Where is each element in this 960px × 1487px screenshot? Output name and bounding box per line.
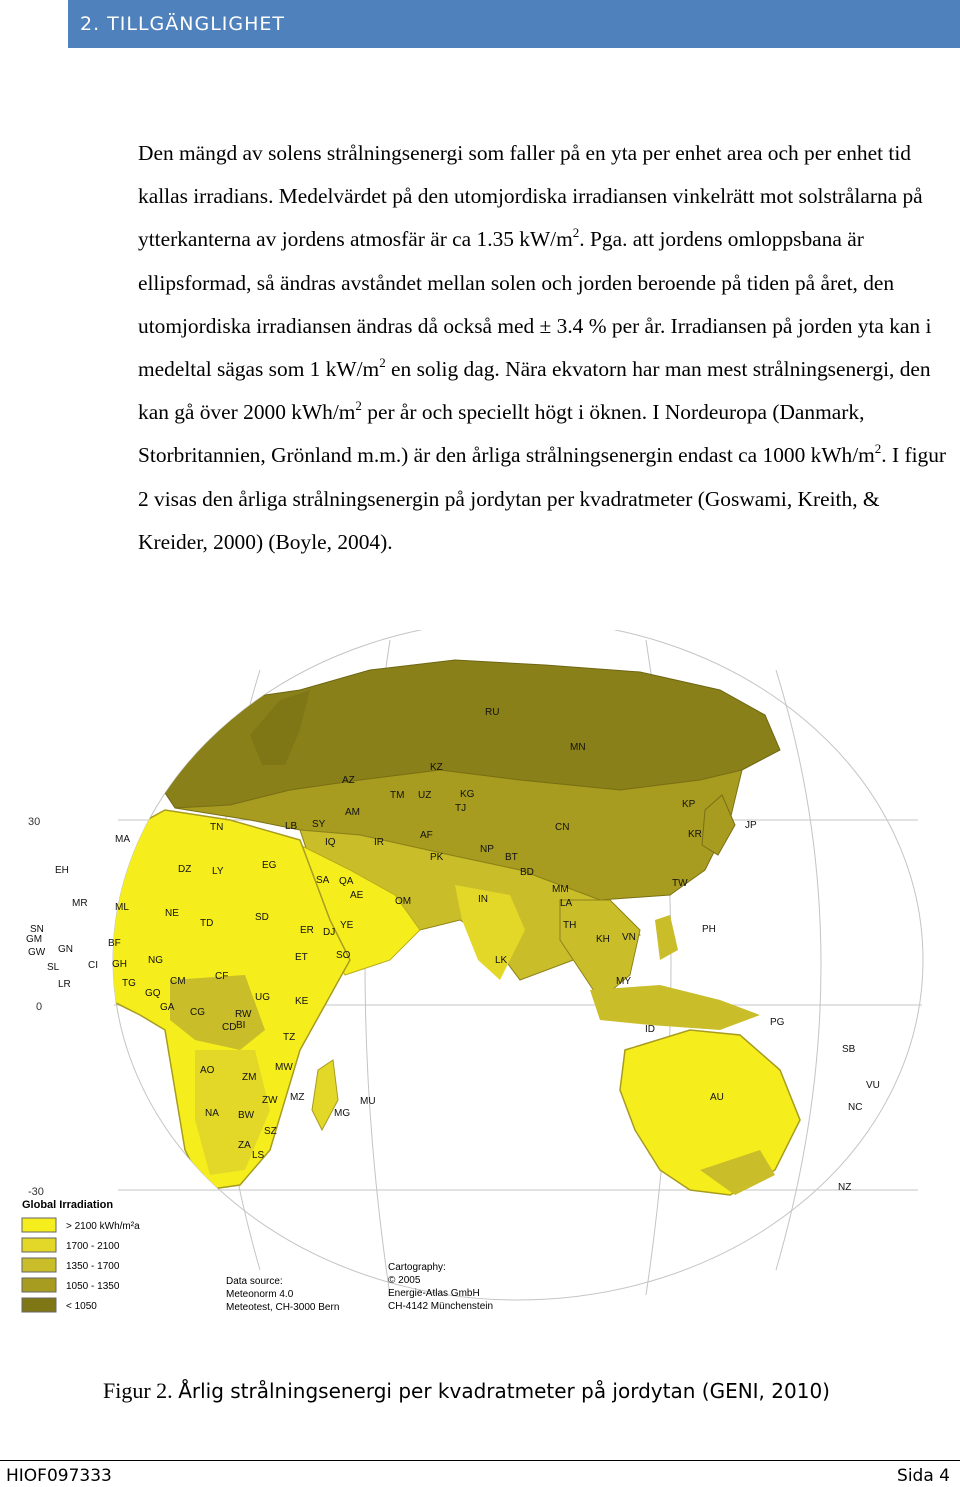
country-code-label: CF bbox=[215, 971, 229, 982]
country-code-label: RU bbox=[485, 707, 500, 718]
legend-items bbox=[22, 1218, 140, 1312]
body-paragraph bbox=[138, 132, 950, 564]
country-code-label: ZM bbox=[242, 1072, 257, 1083]
country-code-label: SD bbox=[255, 912, 269, 923]
country-code-label: LY bbox=[212, 866, 224, 877]
country-code-label: YE bbox=[340, 920, 354, 931]
country-code-label: SB bbox=[842, 1044, 856, 1055]
country-code-label: SN bbox=[30, 924, 44, 935]
footer-rule bbox=[0, 1460, 960, 1461]
country-code-label: VN bbox=[622, 932, 636, 943]
footer-course-code: HIOF097333 bbox=[6, 1466, 112, 1486]
map-legend bbox=[22, 1199, 140, 1312]
country-code-label: BF bbox=[108, 938, 121, 949]
caption-prefix: Figur 2. bbox=[103, 1378, 173, 1403]
country-code-label: DZ bbox=[178, 864, 192, 875]
country-code-label: MW bbox=[275, 1062, 293, 1073]
country-code-label: AZ bbox=[342, 775, 355, 786]
data-source-line1: Meteonorm 4.0 bbox=[226, 1289, 294, 1300]
legend-label: > 2100 kWh/m²a bbox=[66, 1221, 140, 1232]
country-code-label: CN bbox=[555, 822, 570, 833]
legend-label: 1050 - 1350 bbox=[66, 1281, 120, 1292]
cartography-title: Cartography: bbox=[388, 1262, 446, 1273]
footer-page-number: Sida 4 bbox=[897, 1466, 950, 1486]
country-code-label: TD bbox=[200, 918, 214, 929]
country-code-label: KE bbox=[295, 996, 309, 1007]
cartography bbox=[388, 1262, 493, 1312]
country-code-label: KG bbox=[460, 789, 475, 800]
country-code-label: SA bbox=[316, 875, 330, 886]
country-code-label: ID bbox=[645, 1024, 655, 1035]
country-code-label: AF bbox=[420, 830, 433, 841]
legend-label: 1700 - 2100 bbox=[66, 1241, 120, 1252]
body-text-1: Den mängd av solens strålningsenergi som faller på en yta per enhet area och per enhet tid kallas irradians. Medelvärdet på den utomjordiska irradiansen vinkelrätt mot solstrålarna på ytterkanterna av jordens atmosfär är ca 1.35 kW/m bbox=[138, 141, 923, 252]
country-code-label: UG bbox=[255, 992, 270, 1003]
legend-title: Global Irradiation bbox=[22, 1199, 114, 1211]
country-code-label: MZ bbox=[290, 1092, 305, 1103]
country-code-label: KR bbox=[688, 829, 702, 840]
section-title: 2. TILLGÄNGLIGHET bbox=[80, 13, 286, 35]
country-code-label: JP bbox=[745, 820, 757, 831]
legend-swatch bbox=[22, 1278, 56, 1292]
country-code-label: AE bbox=[350, 890, 364, 901]
country-code-label: LB bbox=[285, 821, 298, 832]
country-code-label: EH bbox=[55, 865, 69, 876]
country-code-label: PH bbox=[702, 924, 716, 935]
country-code-label: CI bbox=[88, 960, 98, 971]
indonesia bbox=[590, 985, 760, 1030]
country-code-label: MY bbox=[616, 976, 631, 987]
country-code-label: RW bbox=[235, 1009, 252, 1020]
country-code-label: SL bbox=[47, 962, 60, 973]
country-code-label: GA bbox=[160, 1002, 175, 1013]
country-code-label: ER bbox=[300, 925, 314, 936]
madagascar bbox=[312, 1060, 338, 1130]
cartography-line2: Energie-Atlas GmbH bbox=[388, 1288, 480, 1299]
country-code-label: SO bbox=[336, 950, 351, 961]
country-code-label: ML bbox=[115, 902, 129, 913]
country-code-label: CD bbox=[222, 1022, 237, 1033]
country-code-label: NA bbox=[205, 1108, 219, 1119]
country-code-label: OM bbox=[395, 896, 412, 907]
caption-text: Årlig strålningsenergi per kvadratmeter på jordytan (GENI, 2010) bbox=[178, 1379, 830, 1403]
figure-caption bbox=[103, 1376, 943, 1406]
lat-label-minus30: -30 bbox=[28, 1186, 44, 1198]
land-masses bbox=[90, 660, 870, 1260]
country-code-label: AU bbox=[710, 1092, 724, 1103]
country-code-label: GW bbox=[28, 947, 46, 958]
superscript: 2 bbox=[355, 398, 362, 414]
country-code-label: ZA bbox=[238, 1140, 251, 1151]
country-code-label: NG bbox=[148, 955, 163, 966]
country-code-label: VU bbox=[866, 1080, 880, 1091]
body-text-3: en solig dag. Nära ekvatorn har man mest strålningsenergi, den kan gå över 2000 kWh/m bbox=[138, 357, 931, 425]
new-zealand bbox=[832, 1190, 870, 1260]
irradiation-map bbox=[0, 630, 960, 1350]
country-code-label: SY bbox=[312, 819, 326, 830]
lat-label-30: 30 bbox=[28, 816, 41, 828]
country-code-label: MA bbox=[115, 834, 130, 845]
country-code-label: LA bbox=[560, 898, 573, 909]
country-code-label: PG bbox=[770, 1017, 785, 1028]
country-code-label: BT bbox=[505, 852, 518, 863]
country-code-label: NZ bbox=[838, 1182, 852, 1193]
legend-label: 1350 - 1700 bbox=[66, 1261, 120, 1272]
country-code-label: TW bbox=[672, 878, 688, 889]
country-code-label: GQ bbox=[145, 988, 161, 999]
country-code-label: TN bbox=[210, 822, 224, 833]
legend-swatch bbox=[22, 1298, 56, 1312]
body-text-2: . Pga. att jordens omloppsbana är ellipsformad, så ändras avståndet mellan solen och jorden beroende på tiden på året, den utomjordiska irradiansen ändras då också med ± 3.4 % per år. Irradiansen på jorden yta kan i medeltal sägas som 1 kW/m bbox=[138, 227, 932, 382]
country-code-label: LR bbox=[58, 979, 71, 990]
country-code-label: MR bbox=[72, 898, 88, 909]
country-code-label: ET bbox=[295, 952, 308, 963]
lat-label-0: 0 bbox=[36, 1001, 43, 1013]
country-code-label: KZ bbox=[430, 762, 443, 773]
country-code-label: NC bbox=[848, 1102, 863, 1113]
legend-label: < 1050 bbox=[66, 1301, 97, 1312]
legend-swatch bbox=[22, 1218, 56, 1232]
country-code-label: NE bbox=[165, 908, 179, 919]
country-code-label: GN bbox=[58, 944, 73, 955]
country-code-label: AO bbox=[200, 1065, 215, 1076]
philippines bbox=[655, 915, 678, 960]
data-source bbox=[226, 1276, 339, 1313]
country-code-label: MN bbox=[570, 742, 586, 753]
country-code-label: AM bbox=[345, 807, 360, 818]
country-code-label: NP bbox=[480, 844, 494, 855]
legend-swatch bbox=[22, 1258, 56, 1272]
country-code-label: MG bbox=[334, 1108, 351, 1119]
country-code-label: DJ bbox=[323, 927, 336, 938]
country-code-label: PK bbox=[430, 852, 444, 863]
body-text-5: . I figur 2 visas den årliga strålningsenergin på jordytan per kvadratmeter (Goswami, Kreith, & Kreider, 2000) (Boyle, 2004). bbox=[138, 443, 947, 554]
country-code-label: BD bbox=[520, 867, 534, 878]
country-code-label: QA bbox=[339, 876, 354, 887]
country-code-label: ZW bbox=[262, 1095, 278, 1106]
country-code-label: CG bbox=[190, 1007, 205, 1018]
superscript: 2 bbox=[379, 355, 386, 371]
country-code-label: MU bbox=[360, 1096, 376, 1107]
country-code-label: LS bbox=[252, 1150, 265, 1161]
legend-swatch bbox=[22, 1238, 56, 1252]
country-code-label: EG bbox=[262, 860, 277, 871]
superscript: 2 bbox=[874, 441, 882, 457]
country-code-label: GH bbox=[112, 959, 127, 970]
data-source-title: Data source: bbox=[226, 1276, 283, 1287]
superscript: 2 bbox=[572, 225, 580, 241]
country-code-label: KP bbox=[682, 799, 696, 810]
data-source-line2: Meteotest, CH-3000 Bern bbox=[226, 1302, 340, 1313]
country-code-label: BI bbox=[236, 1020, 246, 1031]
country-code-label: TZ bbox=[283, 1032, 296, 1043]
section-header bbox=[68, 0, 960, 48]
country-code-label: TH bbox=[563, 920, 577, 931]
country-code-label: SZ bbox=[264, 1126, 277, 1137]
country-code-label: TJ bbox=[455, 803, 467, 814]
cartography-line1: © 2005 bbox=[388, 1275, 421, 1286]
country-code-label: GM bbox=[26, 934, 43, 945]
country-code-label: CM bbox=[170, 976, 186, 987]
country-code-label: UZ bbox=[418, 790, 432, 801]
body-text-4: per år och speciellt högt i öknen. I Nordeuropa (Danmark, Storbritannien, Grönland m.m.) är den årliga strålningsenergin endast ca 1000 kWh/m bbox=[138, 400, 875, 468]
country-code-label: IR bbox=[374, 837, 384, 848]
country-code-label: BW bbox=[238, 1110, 255, 1121]
country-code-label: TM bbox=[390, 790, 405, 801]
country-code-label: MM bbox=[552, 884, 569, 895]
country-code-label: IN bbox=[478, 894, 488, 905]
cartography-line3: CH-4142 Münchenstein bbox=[388, 1301, 494, 1312]
map-svg bbox=[0, 630, 960, 1350]
country-code-label: IQ bbox=[325, 837, 336, 848]
country-code-label: LK bbox=[495, 955, 508, 966]
country-code-label: KH bbox=[596, 934, 610, 945]
country-code-label: TG bbox=[122, 978, 136, 989]
